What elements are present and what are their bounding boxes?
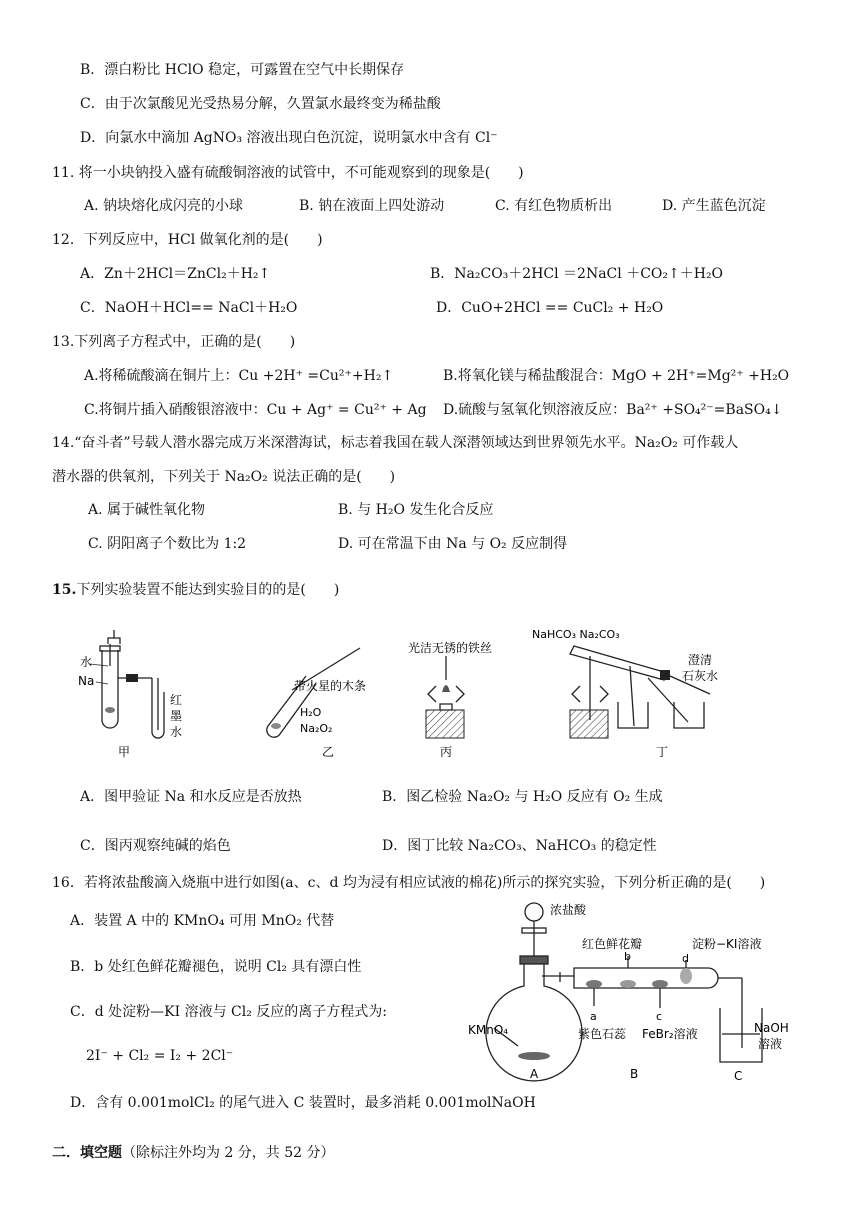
q15-option-c: C．图丙观察纯碱的焰色 xyxy=(80,838,231,854)
q16-option-c: C．d 处淀粉—KI 溶液与 Cl₂ 反应的离子方程式为: xyxy=(70,1004,387,1020)
q16-a-label: a xyxy=(590,1010,597,1023)
section-2-note: （除标注外均为 2 分，共 52 分） xyxy=(122,1145,335,1161)
q16-b-label: b xyxy=(624,950,631,963)
fig-caption-bing: 丙 xyxy=(440,745,453,759)
q16-acid-label: 浓盐酸 xyxy=(550,903,587,917)
q14-stem-line2: 潜水器的供氧剂，下列关于 Na₂O₂ 说法正确的是( ) xyxy=(52,469,396,485)
q16-figure xyxy=(464,896,794,1082)
q11-option-c: C. 有红色物质析出 xyxy=(495,198,613,214)
q13-stem: 13.下列离子方程式中，正确的是( ) xyxy=(52,334,296,350)
q10-option-d: D．向氯水中滴加 AgNO₃ 溶液出现白色沉淀，说明氯水中含有 Cl⁻ xyxy=(80,130,498,146)
q11-option-b: B. 钠在液面上四处游动 xyxy=(299,198,445,214)
q15-option-b: B．图乙检验 Na₂O₂ 与 H₂O 反应有 O₂ 生成 xyxy=(382,789,663,805)
q14-option-a: A. 属于碱性氧化物 xyxy=(88,502,206,518)
section-2-title: 二．填空题 xyxy=(52,1145,122,1161)
q16-kmno4-label: KMnO₄ xyxy=(468,1023,509,1037)
q15-stem-text: 下列实验装置不能达到实验目的的是( ) xyxy=(76,582,340,598)
q15-option-a: A．图甲验证 Na 和水反应是否放热 xyxy=(80,789,302,805)
q12-option-b: B．Na₂CO₃＋2HCl ＝2NaCl ＋CO₂↑＋H₂O xyxy=(430,266,724,282)
q10-option-b: B．漂白粉比 HClO 稳定，可露置在空气中长期保存 xyxy=(80,62,405,78)
q13-option-b: B.将氧化镁与稀盐酸混合：MgO + 2H⁺=Mg²⁺ +H₂O xyxy=(443,368,790,384)
q16-stem: 16．若将浓盐酸滴入烧瓶中进行如图(a、c、d 均为浸有相应试液的棉花)所示的探究实验，下列分析正确的是( ) xyxy=(52,875,766,891)
fig-caption-jia: 甲 xyxy=(118,745,131,759)
jia-na-label: Na xyxy=(78,674,95,688)
q11-option-a: A. 钠块熔化成闪亮的小球 xyxy=(84,198,244,214)
ding-lime-label-2: 石灰水 xyxy=(682,669,719,683)
q16-ki-label: 淀粉−KI溶液 xyxy=(692,937,762,951)
q12-option-d: D．CuO+2HCl == CuCl₂ + H₂O xyxy=(436,300,664,316)
q16-option-b: B．b 处红色鲜花瓣褪色，说明 Cl₂ 具有漂白性 xyxy=(70,959,362,975)
q16-apparatus-a-label: A xyxy=(530,1067,539,1081)
q16-febr-label: FeBr₂溶液 xyxy=(642,1027,698,1041)
q13-option-a: A.将稀硫酸滴在铜片上：Cu +2H⁺ =Cu²⁺+H₂↑ xyxy=(84,368,394,384)
yi-h2o-label: H₂O xyxy=(300,706,322,719)
q16-litmus-label: 紫色石蕊 xyxy=(578,1027,627,1041)
q16-c-label: c xyxy=(656,1010,663,1023)
q16-apparatus-c-label: C xyxy=(734,1069,743,1082)
fig-caption-yi: 乙 xyxy=(322,745,335,759)
q16-option-d: D．含有 0.001molCl₂ 的尾气进入 C 装置时，最多消耗 0.001molNaOH xyxy=(70,1095,536,1111)
q13-option-d: D.硫酸与氢氧化钡溶液反应：Ba²⁺ +SO₄²⁻=BaSO₄↓ xyxy=(443,402,783,418)
q12-option-c: C．NaOH＋HCl== NaCl＋H₂O xyxy=(80,300,298,316)
q16-petal-label: 红色鲜花瓣 xyxy=(582,937,643,951)
bing-wire-label: 光洁无锈的铁丝 xyxy=(408,641,493,655)
q14-option-d: D. 可在常温下由 Na 与 O₂ 反应制得 xyxy=(338,536,568,552)
q15-figure xyxy=(70,622,760,764)
q15-stem xyxy=(52,580,339,600)
q16-d-label: d xyxy=(682,952,689,965)
jia-ink-label-3: 水 xyxy=(170,725,183,739)
jia-ink-label-2: 墨 xyxy=(170,709,183,723)
q10-option-c: C．由于次氯酸见光受热易分解，久置氯水最终变为稀盐酸 xyxy=(80,96,441,112)
q12-option-a: A．Zn＋2HCl＝ZnCl₂＋H₂↑ xyxy=(80,266,271,282)
q16-option-c-equation: 2I⁻ + Cl₂ = I₂ + 2Cl⁻ xyxy=(86,1048,234,1064)
q11-stem: 11. 将一小块钠投入盛有硫酸铜溶液的试管中，不可能观察到的现象是( ) xyxy=(52,165,524,181)
q15-option-d: D．图丁比较 Na₂CO₃、NaHCO₃ 的稳定性 xyxy=(382,838,657,854)
q12-stem: 12．下列反应中，HCl 做氧化剂的是( ) xyxy=(52,232,323,248)
jia-water-label: 水 xyxy=(80,655,93,669)
q14-option-b: B. 与 H₂O 发生化合反应 xyxy=(338,502,494,518)
ding-salts-label: NaHCO₃ Na₂CO₃ xyxy=(532,628,620,641)
q16-apparatus-b-label: B xyxy=(630,1067,639,1081)
q11-option-d: D. 产生蓝色沉淀 xyxy=(662,198,766,214)
fig-caption-ding: 丁 xyxy=(656,745,669,759)
q16-naoh-label-1: NaOH xyxy=(754,1021,789,1035)
yi-na2o2-label: Na₂O₂ xyxy=(300,722,333,735)
yi-stick-label: 带火星的木条 xyxy=(294,679,367,693)
q15-number: 15. xyxy=(52,582,77,598)
jia-ink-label-1: 红 xyxy=(170,693,183,707)
section-2-header xyxy=(52,1143,335,1163)
q16-naoh-label-2: 溶液 xyxy=(758,1037,783,1051)
q13-option-c: C.将铜片插入硝酸银溶液中：Cu + Ag⁺ = Cu²⁺ + Ag xyxy=(84,402,427,418)
q16-option-a: A．装置 A 中的 KMnO₄ 可用 MnO₂ 代替 xyxy=(70,913,335,929)
q14-stem-line1: 14.“奋斗者”号载人潜水器完成万米深潜海试，标志着我国在载人深潜领域达到世界领先水平。Na₂O₂ 可作载人 xyxy=(52,435,739,451)
q14-option-c: C. 阴阳离子个数比为 1:2 xyxy=(88,536,247,552)
ding-lime-label-1: 澄清 xyxy=(688,653,713,667)
